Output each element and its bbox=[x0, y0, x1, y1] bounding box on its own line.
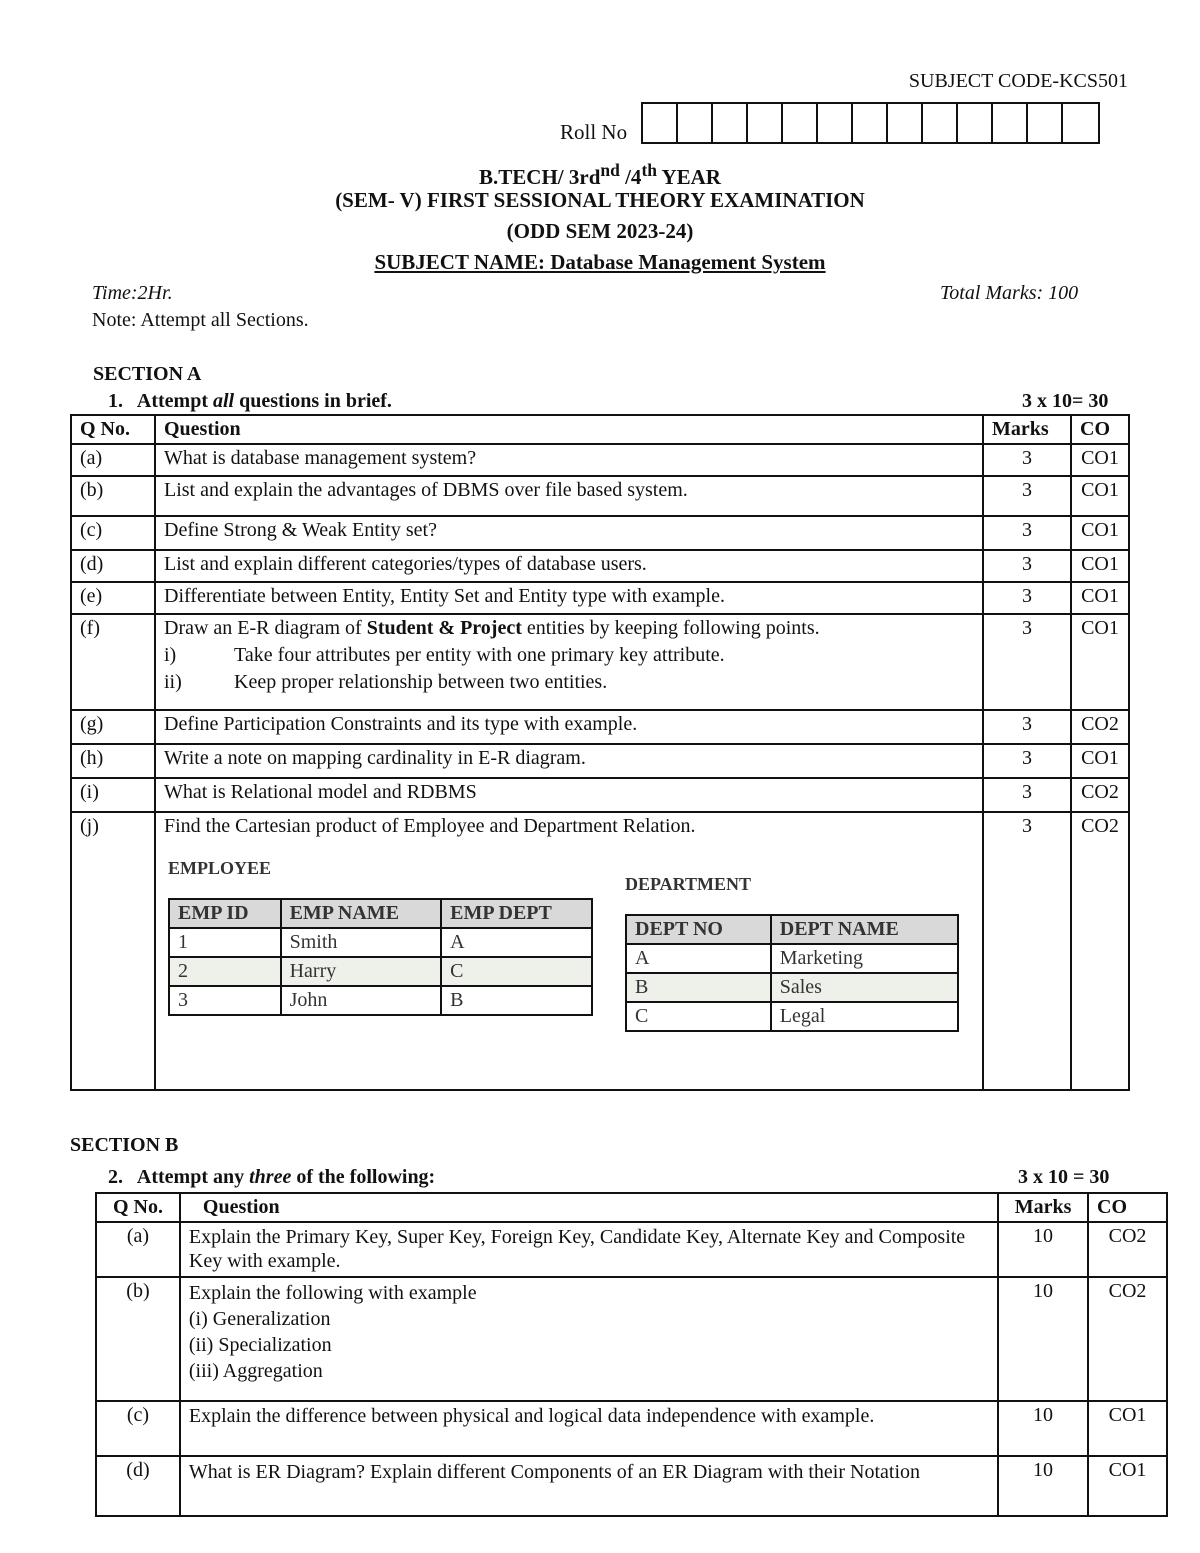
section-a-title: SECTION A bbox=[93, 363, 202, 385]
department-cell: Sales bbox=[771, 973, 958, 1002]
table-row bbox=[71, 778, 1129, 812]
roll-number bbox=[560, 100, 1100, 144]
time: Time:2Hr. bbox=[92, 282, 173, 304]
note: Note: Attempt all Sections. bbox=[92, 309, 309, 331]
year-sup-th: th bbox=[641, 160, 657, 180]
year-text-mid: /4 bbox=[619, 165, 642, 189]
table-row bbox=[71, 550, 1129, 582]
table-row bbox=[71, 444, 1129, 476]
section-b-title: SECTION B bbox=[70, 1134, 179, 1156]
question-main bbox=[164, 617, 974, 640]
question-text: Find the Cartesian product of Employee and Department Relation. bbox=[164, 815, 696, 837]
qno: (c) bbox=[96, 1401, 180, 1456]
marks: 3 bbox=[983, 812, 1071, 1090]
department-cell: Legal bbox=[771, 1002, 958, 1031]
table-header-row bbox=[96, 1193, 1167, 1222]
department-header-row bbox=[626, 915, 958, 944]
qno: (b) bbox=[96, 1277, 180, 1401]
year-text: B.TECH/ 3rd bbox=[479, 165, 601, 189]
co: CO2 bbox=[1088, 1277, 1167, 1401]
roll-box[interactable] bbox=[1028, 104, 1063, 142]
table-row bbox=[96, 1401, 1167, 1456]
instruction-post: questions in brief. bbox=[234, 390, 392, 412]
roll-box[interactable] bbox=[818, 104, 853, 142]
sub-point bbox=[164, 644, 974, 667]
question-text: Draw an E-R diagram of bbox=[164, 617, 367, 639]
exam-title: (SEM- V) FIRST SESSIONAL THEORY EXAMINATION bbox=[335, 188, 865, 212]
qno: (g) bbox=[71, 710, 155, 744]
qno: (d) bbox=[71, 550, 155, 582]
employee-header-cell: EMP DEPT bbox=[441, 899, 592, 928]
exam-semester: (ODD SEM 2023-24) bbox=[506, 219, 694, 243]
employee-cell: John bbox=[281, 986, 442, 1015]
qno: (h) bbox=[71, 744, 155, 778]
table-row bbox=[71, 516, 1129, 550]
header-qno: Q No. bbox=[96, 1193, 180, 1222]
table-row bbox=[71, 710, 1129, 744]
sub-point-text: Take four attributes per entity with one primary key attribute. bbox=[234, 644, 725, 666]
co: CO1 bbox=[1071, 744, 1129, 778]
header-question: Question bbox=[180, 1193, 998, 1222]
employee-row bbox=[169, 986, 592, 1015]
department-cell: C bbox=[626, 1002, 771, 1031]
employee-cell: 1 bbox=[169, 928, 281, 957]
marks: 10 bbox=[998, 1277, 1088, 1401]
question: Differentiate between Entity, Entity Set and Entity type with example. bbox=[155, 582, 983, 614]
qno: (a) bbox=[96, 1222, 180, 1277]
department-row bbox=[626, 944, 958, 973]
employee-header-row bbox=[169, 899, 592, 928]
instruction-number: 1. bbox=[108, 390, 123, 412]
department-cell: A bbox=[626, 944, 771, 973]
subject-name bbox=[0, 250, 1200, 275]
department-title: DEPARTMENT bbox=[625, 874, 752, 894]
sub-point bbox=[164, 671, 974, 694]
question-line: (ii) Specialization bbox=[188, 1334, 332, 1356]
table-row bbox=[96, 1277, 1167, 1401]
co: CO2 bbox=[1071, 710, 1129, 744]
question bbox=[155, 812, 983, 1090]
department-row bbox=[626, 973, 958, 1002]
co: CO1 bbox=[1071, 516, 1129, 550]
co: CO1 bbox=[1071, 476, 1129, 516]
co: CO2 bbox=[1071, 812, 1129, 1090]
table-row bbox=[96, 1222, 1167, 1277]
marks: 3 bbox=[983, 550, 1071, 582]
employee-cell: A bbox=[441, 928, 592, 957]
sub-point-number: i) bbox=[164, 644, 177, 666]
table-row bbox=[71, 582, 1129, 614]
employee-row bbox=[169, 928, 592, 957]
subject-name-text: SUBJECT NAME: Database Management System bbox=[374, 250, 826, 274]
roll-box[interactable] bbox=[923, 104, 958, 142]
header-marks: Marks bbox=[998, 1193, 1088, 1222]
question: Write a note on mapping cardinality in E-R diagram. bbox=[155, 744, 983, 778]
marks: 10 bbox=[998, 1401, 1088, 1456]
roll-box[interactable] bbox=[713, 104, 748, 142]
header-question: Question bbox=[155, 415, 983, 444]
employee-cell: C bbox=[441, 957, 592, 986]
header-qno: Q No. bbox=[71, 415, 155, 444]
employee-cell: 2 bbox=[169, 957, 281, 986]
co: CO1 bbox=[1071, 550, 1129, 582]
roll-box[interactable] bbox=[748, 104, 783, 142]
co: CO2 bbox=[1088, 1222, 1167, 1277]
instruction-emphasis: three bbox=[249, 1166, 292, 1188]
header-marks: Marks bbox=[983, 415, 1071, 444]
qno: (b) bbox=[71, 476, 155, 516]
co: CO1 bbox=[1088, 1456, 1167, 1516]
qno: (j) bbox=[71, 812, 155, 1090]
marks: 3 bbox=[983, 778, 1071, 812]
employee-title: EMPLOYEE bbox=[168, 858, 272, 878]
roll-box[interactable] bbox=[1063, 104, 1098, 142]
department-table bbox=[625, 914, 959, 1032]
employee-header-cell: EMP ID bbox=[169, 899, 281, 928]
roll-box[interactable] bbox=[783, 104, 818, 142]
co: CO1 bbox=[1071, 444, 1129, 476]
section-b-instruction bbox=[108, 1166, 435, 1189]
table-header-row bbox=[71, 415, 1129, 444]
section-a-instruction bbox=[108, 390, 392, 413]
qno: (d) bbox=[96, 1456, 180, 1516]
question bbox=[155, 614, 983, 710]
question-line: (iii) Aggregation bbox=[188, 1360, 323, 1382]
qno: (a) bbox=[71, 444, 155, 476]
co: CO2 bbox=[1071, 778, 1129, 812]
marks: 3 bbox=[983, 444, 1071, 476]
department-cell: B bbox=[626, 973, 771, 1002]
question: What is database management system? bbox=[155, 444, 983, 476]
marks: 3 bbox=[983, 614, 1071, 710]
marks: 3 bbox=[983, 476, 1071, 516]
question: Explain the Primary Key, Super Key, Foreign Key, Candidate Key, Alternate Key and Composite Key with example. bbox=[180, 1222, 998, 1277]
employee-cell: 3 bbox=[169, 986, 281, 1015]
exam-year bbox=[0, 160, 1200, 190]
instruction-pre: Attempt bbox=[136, 390, 213, 412]
total-marks: Total Marks: 100 bbox=[940, 282, 1079, 304]
year-sup-nd: nd bbox=[600, 160, 620, 180]
marks: 3 bbox=[983, 710, 1071, 744]
co: CO1 bbox=[1088, 1401, 1167, 1456]
table-row bbox=[71, 812, 1129, 1090]
sub-point-number: ii) bbox=[164, 671, 182, 693]
employee-row bbox=[169, 957, 592, 986]
marks: 3 bbox=[983, 516, 1071, 550]
header-co: CO bbox=[1088, 1193, 1167, 1222]
question: List and explain different categories/types of database users. bbox=[155, 550, 983, 582]
marks: 3 bbox=[983, 744, 1071, 778]
qno: (e) bbox=[71, 582, 155, 614]
question: Define Participation Constraints and its type with example. bbox=[155, 710, 983, 744]
department-row bbox=[626, 1002, 958, 1031]
question-bold: Student & Project bbox=[366, 617, 522, 639]
roll-box[interactable] bbox=[888, 104, 923, 142]
roll-label: Roll No bbox=[560, 120, 628, 144]
sub-point-text: Keep proper relationship between two entities. bbox=[234, 671, 608, 693]
co: CO1 bbox=[1071, 614, 1129, 710]
roll-number-boxes[interactable] bbox=[641, 102, 1100, 144]
instruction-number: 2. bbox=[108, 1166, 123, 1188]
roll-box[interactable] bbox=[993, 104, 1028, 142]
qno: (i) bbox=[71, 778, 155, 812]
department-cell: Marketing bbox=[771, 944, 958, 973]
subject-code: SUBJECT CODE-KCS501 bbox=[908, 70, 1128, 92]
section-b-table bbox=[95, 1192, 1168, 1517]
question: Explain the difference between physical and logical data independence with example. bbox=[180, 1401, 998, 1456]
qno: (c) bbox=[71, 516, 155, 550]
department-header-cell: DEPT NO bbox=[626, 915, 771, 944]
question bbox=[180, 1277, 998, 1401]
table-row bbox=[71, 614, 1129, 710]
instruction-emphasis: all bbox=[213, 390, 235, 412]
roll-box[interactable] bbox=[678, 104, 713, 142]
question-line: Explain the following with example bbox=[188, 1282, 477, 1304]
question-line: (i) Generalization bbox=[188, 1308, 331, 1330]
question-text-post: entities by keeping following points. bbox=[521, 617, 820, 639]
header-co: CO bbox=[1071, 415, 1129, 444]
table-row bbox=[96, 1456, 1167, 1516]
marks: 10 bbox=[998, 1456, 1088, 1516]
table-row bbox=[71, 744, 1129, 778]
relations-figure bbox=[164, 838, 974, 1068]
marks: 10 bbox=[998, 1222, 1088, 1277]
instruction-pre: Attempt any bbox=[136, 1166, 250, 1188]
section-b-marks-formula: 3 x 10 = 30 bbox=[1018, 1166, 1110, 1188]
department-header-cell: DEPT NAME bbox=[771, 915, 958, 944]
employee-cell: Smith bbox=[281, 928, 442, 957]
instruction-post: of the following: bbox=[291, 1166, 436, 1188]
year-text-end: YEAR bbox=[657, 165, 721, 189]
marks: 3 bbox=[983, 582, 1071, 614]
table-row bbox=[71, 476, 1129, 516]
employee-table bbox=[168, 898, 593, 1016]
section-a-table bbox=[70, 414, 1130, 1091]
co: CO1 bbox=[1071, 582, 1129, 614]
roll-box[interactable] bbox=[853, 104, 888, 142]
question: What is ER Diagram? Explain different Components of an ER Diagram with their Notation bbox=[180, 1456, 998, 1516]
question: List and explain the advantages of DBMS over file based system. bbox=[155, 476, 983, 516]
roll-box[interactable] bbox=[958, 104, 993, 142]
question: Define Strong & Weak Entity set? bbox=[155, 516, 983, 550]
employee-header-cell: EMP NAME bbox=[281, 899, 442, 928]
employee-cell: B bbox=[441, 986, 592, 1015]
employee-cell: Harry bbox=[281, 957, 442, 986]
qno: (f) bbox=[71, 614, 155, 710]
section-a-marks-formula: 3 x 10= 30 bbox=[1022, 390, 1109, 412]
roll-box[interactable] bbox=[643, 104, 678, 142]
question: What is Relational model and RDBMS bbox=[155, 778, 983, 812]
